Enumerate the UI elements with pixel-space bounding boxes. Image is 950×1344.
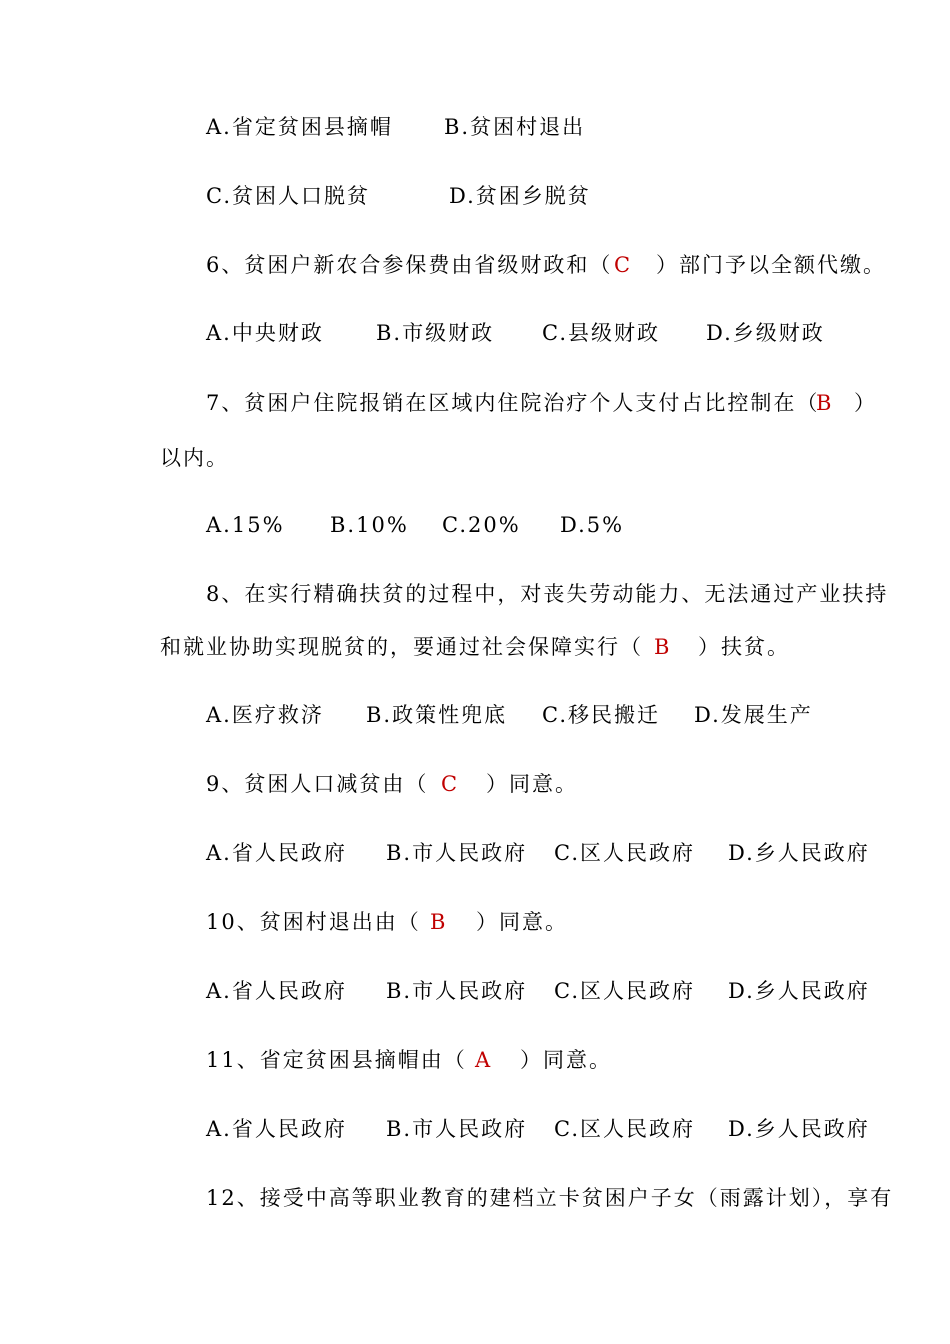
q11-option-c: C.区人民政府 <box>554 1117 695 1141</box>
q10-option-d: D.乡人民政府 <box>728 979 870 1003</box>
q6-stem-pre: 6、贫困户新农合参保费由省级财政和（ <box>206 253 613 277</box>
q8-option-a: A.医疗救济 <box>206 703 324 727</box>
q6-answer: C <box>614 253 633 277</box>
q11-option-d: D.乡人民政府 <box>728 1117 870 1141</box>
q5-option-c: C.贫困人口脱贫 <box>206 184 370 208</box>
q10-answer: B <box>430 910 448 934</box>
q7-option-c: C.20% <box>442 513 521 537</box>
q10-stem-post: ）同意。 <box>476 910 568 934</box>
q9-option-d: D.乡人民政府 <box>728 841 870 865</box>
q5-option-d: D.贫困乡脱贫 <box>449 184 591 208</box>
q5-option-b: B.贫困村退出 <box>444 115 586 139</box>
q8-option-b: B.政策性兜底 <box>366 703 508 727</box>
q10-option-c: C.区人民政府 <box>554 979 695 1003</box>
q6-option-c: C.县级财政 <box>542 321 660 345</box>
q8-answer: B <box>654 635 672 659</box>
q7-stem-cont: 以内。 <box>160 446 229 470</box>
q10-option-a: A.省人民政府 <box>206 979 347 1003</box>
q7-option-d: D.5% <box>560 513 625 537</box>
q11-stem-pre: 11、省定贫困县摘帽由（ <box>206 1048 467 1072</box>
q9-stem-pre: 9、贫困人口减贫由（ <box>206 772 429 796</box>
q7-stem-pre: 7、贫困户住院报销在区域内住院治疗个人支付占比控制在（ <box>206 391 820 415</box>
q12-stem-line-1: 12、接受中高等职业教育的建档立卡贫困户子女（雨露计划），享有 <box>206 1186 894 1210</box>
q6-stem-post: ）部门予以全额代缴。 <box>656 253 886 277</box>
q9-stem-post: ）同意。 <box>486 772 578 796</box>
q8-stem-line-1: 8、在实行精确扶贫的过程中，对丧失劳动能力、无法通过产业扶持 <box>206 582 889 606</box>
q8-stem-post: ）扶贫。 <box>698 635 790 659</box>
q10-stem-pre: 10、贫困村退出由（ <box>206 910 421 934</box>
q8-option-d: D.发展生产 <box>694 703 813 727</box>
q9-option-c: C.区人民政府 <box>554 841 695 865</box>
q6-option-a: A.中央财政 <box>206 321 324 345</box>
q7-stem-post: ） <box>854 391 877 415</box>
q11-stem-post: ）同意。 <box>520 1048 612 1072</box>
q11-option-a: A.省人民政府 <box>206 1117 347 1141</box>
q6-option-d: D.乡级财政 <box>706 321 825 345</box>
q7-option-a: A.15% <box>206 513 285 537</box>
q7-option-b: B.10% <box>330 513 409 537</box>
q9-option-a: A.省人民政府 <box>206 841 347 865</box>
q8-stem-pre: 和就业协助实现脱贫的，要通过社会保障实行（ <box>160 635 643 659</box>
q11-answer: A <box>475 1048 493 1072</box>
q5-option-a: A.省定贫困县摘帽 <box>206 115 393 139</box>
q10-option-b: B.市人民政府 <box>386 979 528 1003</box>
q7-answer: B <box>816 391 834 415</box>
q6-option-b: B.市级财政 <box>376 321 495 345</box>
q8-option-c: C.移民搬迁 <box>542 703 660 727</box>
q9-option-b: B.市人民政府 <box>386 841 528 865</box>
q11-option-b: B.市人民政府 <box>386 1117 528 1141</box>
q9-answer: C <box>441 772 460 796</box>
